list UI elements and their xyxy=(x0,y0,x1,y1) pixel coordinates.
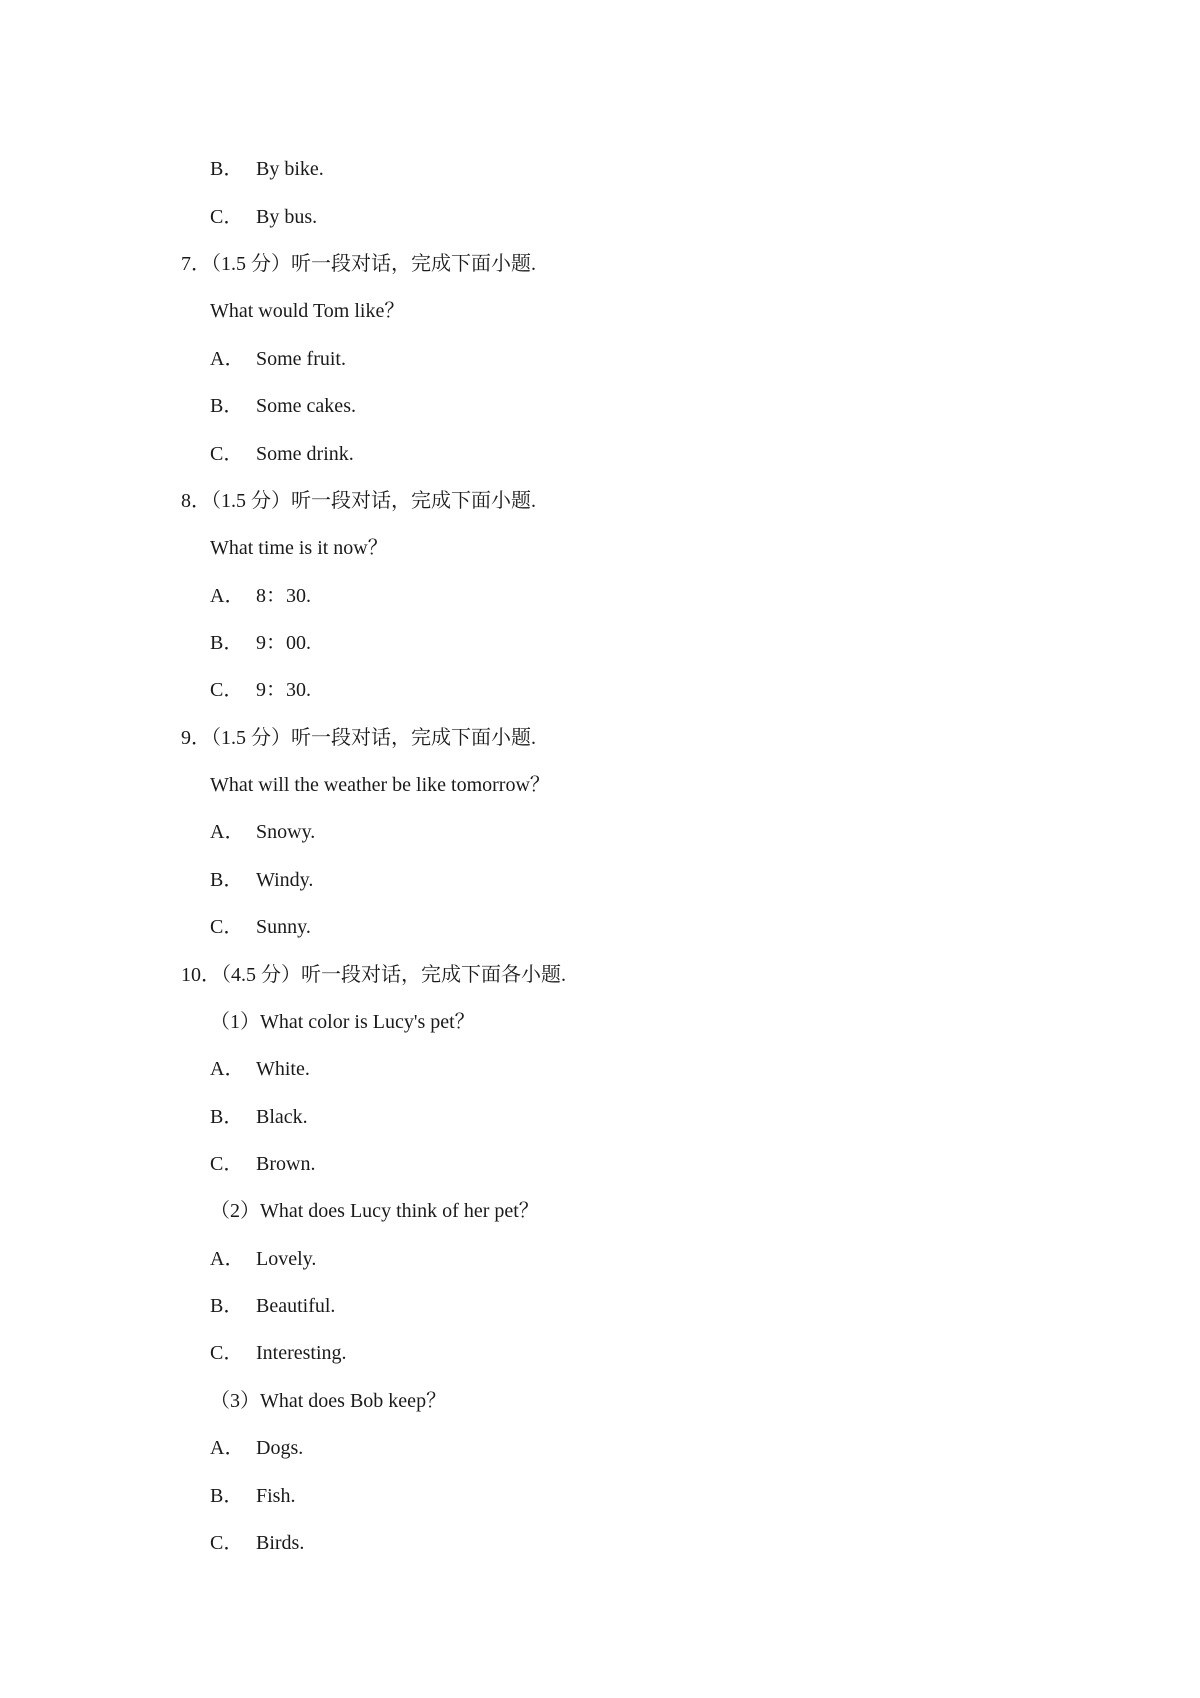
question-7-header: 7．（1.5 分）听一段对话，完成下面小题. xyxy=(181,253,536,275)
option-letter: A． xyxy=(210,1437,245,1459)
option-text: Snowy. xyxy=(256,821,316,843)
option-text: By bus. xyxy=(256,206,318,228)
option-q10-2-a xyxy=(210,1247,316,1271)
option-text: Dogs. xyxy=(256,1437,304,1459)
question-7-stem: What would Tom like？ xyxy=(210,300,405,322)
option-q6-b xyxy=(210,157,324,181)
option-text: Some fruit. xyxy=(256,348,346,370)
option-text: Windy. xyxy=(256,869,314,891)
option-letter: C． xyxy=(210,916,244,938)
option-q6-c xyxy=(210,205,317,229)
option-text: By bike. xyxy=(256,158,324,180)
question-8-header: 8．（1.5 分）听一段对话，完成下面小题. xyxy=(181,490,536,512)
option-text: Black. xyxy=(256,1106,308,1128)
option-text: Some cakes. xyxy=(256,395,356,417)
option-q10-2-b xyxy=(210,1294,335,1318)
option-letter: B． xyxy=(210,632,244,654)
option-letter: B． xyxy=(210,158,244,180)
option-q10-1-a xyxy=(210,1057,310,1081)
option-letter: C． xyxy=(210,1532,244,1554)
option-q9-b xyxy=(210,868,313,892)
option-letter: B． xyxy=(210,869,244,891)
option-q7-a xyxy=(210,347,346,371)
option-letter: C． xyxy=(210,1342,244,1364)
option-q8-a xyxy=(210,584,311,608)
option-letter: A． xyxy=(210,1058,245,1080)
option-text: White. xyxy=(256,1058,310,1080)
option-letter: A． xyxy=(210,821,245,843)
option-text: Lovely. xyxy=(256,1248,317,1270)
option-text: Sunny. xyxy=(256,916,311,938)
option-q10-1-c xyxy=(210,1152,315,1176)
option-text: Some drink. xyxy=(256,443,354,465)
option-letter: B． xyxy=(210,395,244,417)
option-letter: A． xyxy=(210,585,245,607)
option-q9-c xyxy=(210,915,311,939)
option-q10-1-b xyxy=(210,1105,308,1129)
option-text: 9：00. xyxy=(256,632,311,654)
subquestion-10-2: （2）What does Lucy think of her pet？ xyxy=(210,1200,539,1222)
option-text: Fish. xyxy=(256,1485,296,1507)
option-q8-c xyxy=(210,678,311,702)
option-text: 9：30. xyxy=(256,679,311,701)
option-letter: C． xyxy=(210,443,244,465)
option-q8-b xyxy=(210,631,311,655)
question-9-stem: What will the weather be like tomorrow？ xyxy=(210,774,550,796)
subquestion-10-1: （1）What color is Lucy's pet？ xyxy=(210,1011,475,1033)
option-letter: A． xyxy=(210,1248,245,1270)
option-text: 8：30. xyxy=(256,585,311,607)
subquestion-10-3: （3）What does Bob keep？ xyxy=(210,1390,447,1412)
option-q10-3-a xyxy=(210,1436,303,1460)
option-letter: B． xyxy=(210,1106,244,1128)
option-text: Interesting. xyxy=(256,1342,347,1364)
option-q7-c xyxy=(210,442,354,466)
option-letter: B． xyxy=(210,1485,244,1507)
option-q10-2-c xyxy=(210,1341,347,1365)
question-10-header: 10．（4.5 分）听一段对话，完成下面各小题. xyxy=(181,964,566,986)
option-text: Birds. xyxy=(256,1532,305,1554)
option-q9-a xyxy=(210,820,315,844)
option-q10-3-b xyxy=(210,1484,295,1508)
question-8-stem: What time is it now？ xyxy=(210,537,388,559)
question-9-header: 9．（1.5 分）听一段对话，完成下面小题. xyxy=(181,727,536,749)
option-letter: B． xyxy=(210,1295,244,1317)
option-text: Brown. xyxy=(256,1153,316,1175)
option-letter: C． xyxy=(210,679,244,701)
option-q10-3-c xyxy=(210,1531,304,1555)
option-letter: C． xyxy=(210,206,244,228)
option-q7-b xyxy=(210,394,356,418)
option-text: Beautiful. xyxy=(256,1295,336,1317)
option-letter: A． xyxy=(210,348,245,370)
option-letter: C． xyxy=(210,1153,244,1175)
